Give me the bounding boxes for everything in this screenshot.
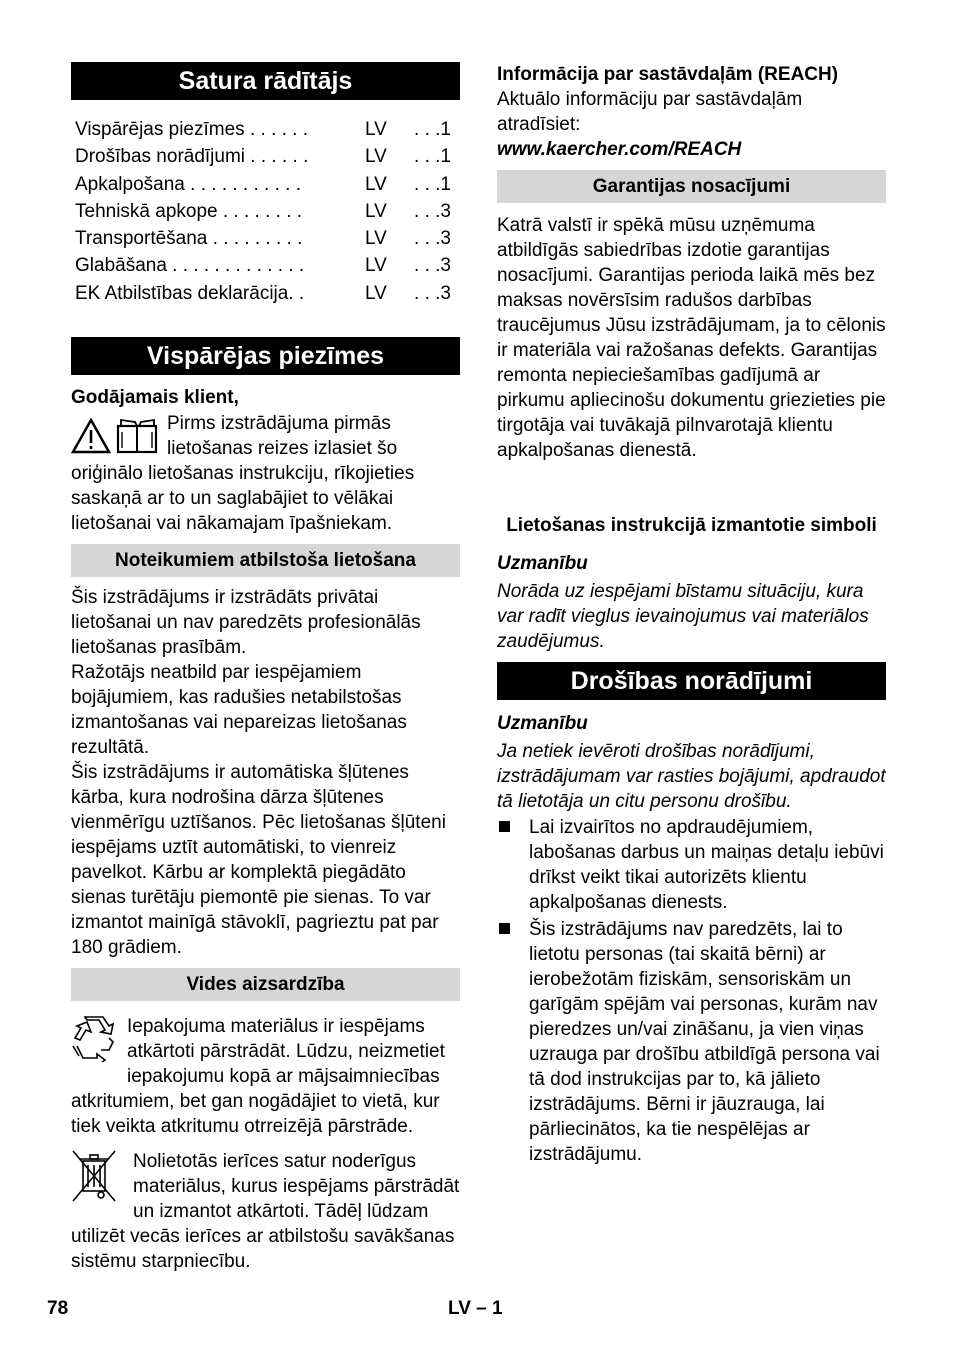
- toc-entry-lang: LV: [365, 146, 387, 168]
- toc-table: [75, 116, 459, 307]
- toc-entry-lang: LV: [365, 228, 387, 250]
- crossed-bin-icon: [71, 1149, 119, 1208]
- toc-entry-lang: LV: [365, 255, 387, 277]
- environment-heading: Vides aizsardzība: [71, 968, 460, 1001]
- reach-text: Aktuālo informāciju par sastāvdaļām atradīsiet:: [497, 89, 803, 135]
- toc-entry-lang: LV: [365, 173, 387, 195]
- toc-entry-title: Drošības norādījumi . . . . . .: [75, 146, 309, 168]
- bullet-square-icon: [499, 821, 510, 832]
- symbols-caution-text: Norāda uz iespējami bīstamu situāciju, kura var radīt vieglus ievainojumus vai materiālos zaudējumus.: [497, 581, 869, 652]
- safety-list: [497, 815, 886, 1167]
- intended-use-p1: Šis izstrādājums ir izstrādāts privātai lietošanai un nav paredzēts profesionālās lietošanas prasībām.: [71, 587, 421, 659]
- toc-entry-page: . . .1: [414, 119, 451, 140]
- weee-block: [71, 1149, 460, 1274]
- safety-caution-label: Uzmanību: [497, 713, 588, 734]
- toc-row[interactable]: [75, 171, 459, 198]
- bullet-square-icon: [499, 923, 510, 934]
- toc-entry-page: . . .3: [414, 228, 451, 250]
- toc-entry-page: . . .3: [414, 255, 451, 277]
- toc-entry-title: Apkalpošana . . . . . . . . . . .: [75, 173, 301, 195]
- list-item: Lai izvairītos no apdraudējumiem, labošanas darbus un maiņas detaļu iebūvi drīkst veikt tikai autorizēts klientu apkalpošanas dienests.: [497, 815, 886, 915]
- page-number: 78: [47, 1298, 69, 1319]
- toc-entry-page: . . .1: [414, 146, 451, 168]
- toc-entry-title: EK Atbilstības deklarācija. .: [75, 282, 305, 304]
- toc-row[interactable]: [75, 116, 459, 143]
- general-heading: Vispārējas piezīmes: [71, 337, 460, 375]
- intended-use-p2: Ražotājs neatbild par iespējamiem bojājumiem, kas radušies netabilstošas izmantošanas vai nepareizas lietošanas rezultātā.: [71, 662, 407, 759]
- toc-entry-lang: LV: [365, 200, 387, 222]
- intro-text: Pirms izstrādājuma pirmās lietošanas reizes izlasiet šo oriģinālo lietošanas instrukciju, rīkojieties saskaņā ar to un saglabājiet to vēlākai lietošanai vai nākamajam īpašniekam.: [71, 413, 415, 535]
- warranty-text: Katrā valstī ir spēkā mūsu uzņēmuma atbildīgās sabiedrības izdotie garantijas nosacījumi. Garantijas perioda laikā mēs bez maksas novērsīsim radušos darbības traucējumus Jūsu izstrādājumam, ja to cēlonis ir materiāla vai ražošanas defekts. Garantijas remonta nepieciešamības gadījumā ar pirkumu apliecinošu dokumentu griezieties pie tirgotāja vai tuvākajā pilnvarotajā klientu apkalpošanas dienestā.: [497, 215, 886, 461]
- toc-entry-page: . . .3: [414, 200, 451, 222]
- symbols-caution-label: Uzmanību: [497, 553, 588, 574]
- toc-entry-lang: LV: [365, 119, 387, 140]
- recycling-block: [71, 1014, 460, 1139]
- list-item: Šis izstrādājums nav paredzēts, lai to lietotu personas (tai skaitā bērni) ar ierobežotām fiziskām, sensoriskām un garīgām spējām vai personas, kurām nav pieredzes un/vai zināšanu, ja vien viņas uzrauga par drošību atbildīgā persona vai tā dod instrukcijas par to, kā jālieto izstrādājums. Bērni ir jāuzrauga, lai pārliecinātos, ka tie nespēlējas ar izstrādājumu.: [497, 917, 886, 1167]
- toc-entry-page: . . .1: [414, 173, 451, 195]
- intended-use-heading: Noteikumiem atbilstoša lietošana: [71, 544, 460, 577]
- toc-row[interactable]: [75, 252, 459, 279]
- greeting: Godājamais klient,: [71, 387, 239, 409]
- toc-row[interactable]: [75, 225, 459, 252]
- reach-url[interactable]: www.kaercher.com/REACH: [497, 139, 742, 160]
- toc-entry-title: Glabāšana . . . . . . . . . . . . .: [75, 255, 305, 277]
- toc-row[interactable]: [75, 143, 459, 170]
- warranty-heading: Garantijas nosacījumi: [497, 170, 886, 203]
- recycling-text: Iepakojuma materiālus ir iespējams atkārtoti pārstrādāt. Lūdzu, neizmetiet iepakojumu kopā ar mājsaimniecības atkritumiem, bet gan nogādājiet to vietā, kur tiek veikta atkritumu otrreizējā pārstrāde.: [71, 1016, 445, 1138]
- warning-book-icon: [71, 417, 159, 460]
- toc-entry-lang: LV: [365, 282, 387, 304]
- toc-entry-title: Transportēšana . . . . . . . . .: [75, 228, 303, 250]
- symbols-heading: Lietošanas instrukcijā izmantotie simboli: [506, 515, 877, 536]
- toc-entry-title: Tehniskā apkope . . . . . . . .: [75, 200, 303, 222]
- right-column: [497, 62, 886, 1167]
- safety-heading: Drošības norādījumi: [497, 662, 886, 700]
- weee-text: Nolietotās ierīces satur noderīgus materiālus, kurus iespējams pārstrādāt un izmantot atkārtoti. Tādēļ lūdzam utilizēt vecās ierīces ar atbilstošu savākšanas sistēmu starpniecību.: [71, 1151, 460, 1273]
- toc-entry-page: . . .3: [414, 282, 451, 304]
- toc-row[interactable]: [75, 198, 459, 225]
- toc-row[interactable]: [75, 280, 459, 307]
- left-column: [71, 62, 460, 1274]
- toc-heading: Satura rādītājs: [71, 62, 460, 100]
- intended-use-p3: Šis izstrādājums ir automātiska šļūtenes kārba, kura nodrošina dārza šļūtenes vienmērīgu uztīšanos. Pēc lietošanas šļūteni iespējams uztīt automātiski, to vienreiz pavelkot. Kārbu ar komplektā piegādāto sienas turētāju piemontē pie sienas. To var izmantot mainīgā stāvoklī, pagrieztu pat par 180 grādiem.: [71, 762, 446, 959]
- safety-caution-text: Ja netiek ievēroti drošības norādījumi, izstrādājumam var rasties bojājumi, apdraudot tā lietotāja un citu personu drošību.: [497, 741, 886, 812]
- intro-block: [71, 411, 460, 536]
- reach-heading: Informācija par sastāvdaļām (REACH): [497, 64, 839, 85]
- language-page-label: LV – 1: [448, 1298, 503, 1319]
- recycling-icon: [71, 1016, 115, 1067]
- toc-entry-title: Vispārējas piezīmes . . . . . .: [75, 119, 309, 140]
